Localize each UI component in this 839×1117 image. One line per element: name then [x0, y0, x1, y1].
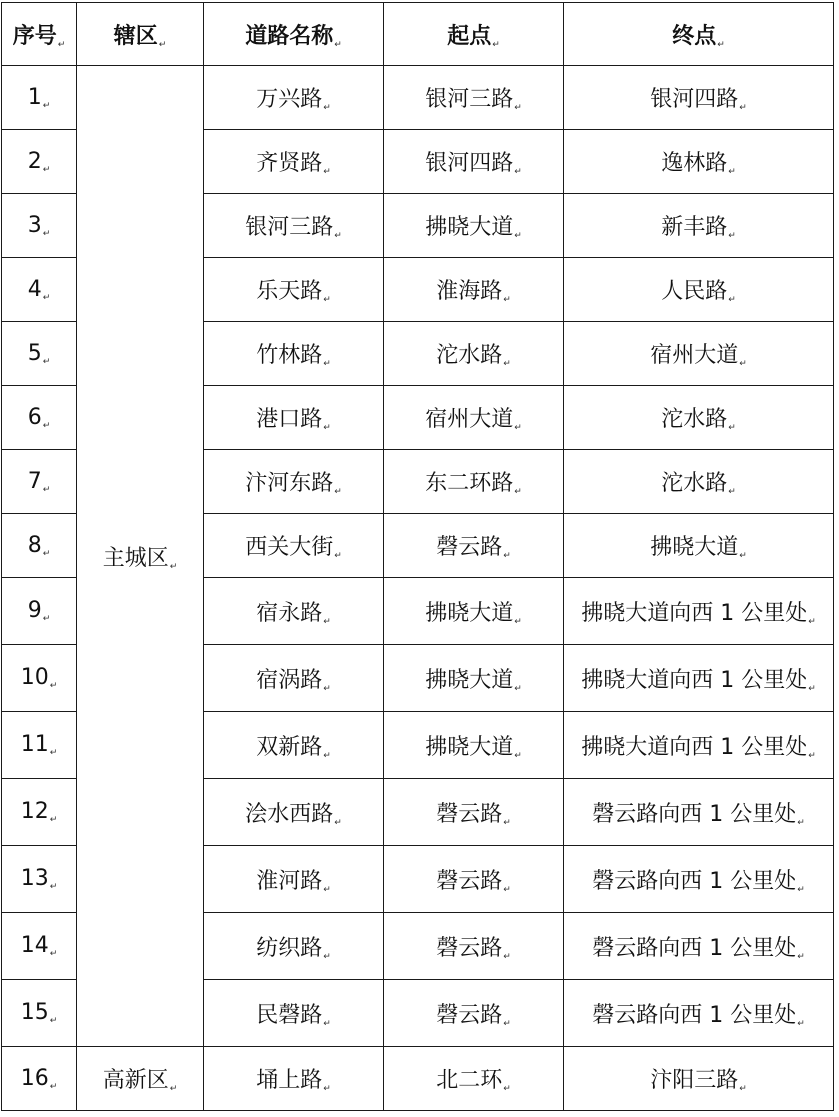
end-point-cell-text: 沱水路 [661, 471, 728, 496]
paragraph-mark-icon [323, 423, 331, 433]
row-index-cell [2, 578, 77, 645]
paragraph-mark-icon [503, 551, 511, 561]
road-name-cell-text: 埇上路 [256, 1068, 323, 1093]
row-index-cell [2, 1047, 77, 1111]
end-point-cell [564, 1047, 834, 1111]
paragraph-mark-icon [514, 423, 522, 433]
row-index-cell [2, 913, 77, 980]
paragraph-mark-icon [323, 295, 331, 305]
road-name-cell [204, 258, 384, 322]
row-index-cell-text: 4 [27, 276, 42, 302]
paragraph-mark-icon [43, 614, 51, 624]
road-name-cell [204, 386, 384, 450]
paragraph-mark-icon [58, 40, 66, 50]
paragraph-mark-icon [50, 949, 58, 959]
road-name-cell-text: 银河三路 [245, 215, 334, 240]
paragraph-mark-icon [717, 40, 725, 50]
paragraph-mark-icon [808, 617, 816, 627]
paragraph-mark-icon [503, 1019, 511, 1029]
start-point-cell [384, 712, 564, 779]
row-index-cell-text: 8 [27, 532, 42, 558]
road-name-cell-text: 双新路 [256, 734, 323, 760]
road-name-cell [204, 322, 384, 386]
paragraph-mark-icon [43, 549, 51, 559]
start-point-cell-text: 拂晓大道 [425, 734, 514, 760]
road-name-cell-text: 纺织路 [256, 935, 323, 961]
start-point-cell [384, 66, 564, 130]
end-point-cell [564, 386, 834, 450]
end-point-cell-text: 磬云路向西 1 公里处 [592, 935, 797, 961]
road-name-cell-text: 宿永路 [256, 600, 323, 626]
start-point-cell [384, 980, 564, 1047]
paragraph-mark-icon [323, 1019, 331, 1029]
end-point-cell [564, 913, 834, 980]
end-point-cell [564, 712, 834, 779]
row-index-cell [2, 130, 77, 194]
road-name-cell [204, 66, 384, 130]
end-point-cell-text: 新丰路 [661, 215, 728, 240]
start-point-cell [384, 194, 564, 258]
end-point-cell [564, 258, 834, 322]
paragraph-mark-icon [159, 40, 167, 50]
table-row [2, 1047, 834, 1111]
end-point-cell-text: 银河四路 [650, 87, 739, 112]
end-point-cell-text: 拂晓大道向西 1 公里处 [581, 667, 808, 693]
end-point-cell-text: 逸林路 [661, 151, 728, 176]
start-point-cell-text: 磬云路 [436, 801, 503, 827]
paragraph-mark-icon [728, 487, 736, 497]
road-name-cell-text: 乐天路 [256, 279, 323, 304]
road-name-cell [204, 645, 384, 712]
paragraph-mark-icon [503, 885, 511, 895]
header-end [564, 3, 834, 66]
paragraph-mark-icon [43, 485, 51, 495]
row-index-cell [2, 194, 77, 258]
start-point-cell [384, 1047, 564, 1111]
row-index-cell [2, 514, 77, 578]
end-point-cell-text: 拂晓大道向西 1 公里处 [581, 600, 808, 626]
end-point-cell [564, 66, 834, 130]
road-name-cell-text: 民磬路 [256, 1002, 323, 1028]
paragraph-mark-icon [334, 551, 342, 561]
start-point-cell-text: 银河三路 [425, 87, 514, 112]
end-point-cell-text: 磬云路向西 1 公里处 [592, 868, 797, 894]
paragraph-mark-icon [728, 295, 736, 305]
paragraph-mark-icon [170, 1084, 178, 1094]
road-name-cell-text: 竹林路 [256, 343, 323, 368]
road-name-cell [204, 514, 384, 578]
paragraph-mark-icon [514, 231, 522, 241]
road-name-cell [204, 712, 384, 779]
district-cell-main-text: 主城区 [102, 545, 169, 571]
row-index-cell [2, 66, 77, 130]
start-point-cell-text: 磬云路 [436, 535, 503, 560]
end-point-cell [564, 980, 834, 1047]
road-name-cell-text: 宿涡路 [256, 667, 323, 693]
paragraph-mark-icon [739, 359, 747, 369]
start-point-cell-text: 东二环路 [425, 471, 514, 496]
start-point-cell-text: 拂晓大道 [425, 600, 514, 626]
road-name-cell [204, 846, 384, 913]
start-point-cell-text: 拂晓大道 [425, 667, 514, 693]
paragraph-mark-icon [50, 815, 58, 825]
row-index-cell [2, 712, 77, 779]
header-row [2, 3, 834, 66]
paragraph-mark-icon [334, 487, 342, 497]
paragraph-mark-icon [797, 1019, 805, 1029]
start-point-cell [384, 578, 564, 645]
paragraph-mark-icon [503, 818, 511, 828]
row-index-cell-text: 6 [27, 404, 42, 430]
row-index-cell-text: 10 [20, 665, 49, 690]
district-cell-main [77, 66, 204, 1047]
header-index [2, 3, 77, 66]
paragraph-mark-icon [323, 885, 331, 895]
start-point-cell-text: 磬云路 [436, 868, 503, 894]
road-name-cell-text: 西关大街 [245, 535, 334, 560]
row-index-cell-text: 2 [27, 148, 42, 174]
paragraph-mark-icon [797, 818, 805, 828]
end-point-cell-text: 宿州大道 [650, 343, 739, 368]
end-point-cell [564, 578, 834, 645]
row-index-cell [2, 386, 77, 450]
row-index-cell [2, 322, 77, 386]
start-point-cell [384, 846, 564, 913]
paragraph-mark-icon [43, 101, 51, 111]
paragraph-mark-icon [728, 231, 736, 241]
row-index-cell-text: 14 [20, 933, 49, 958]
paragraph-mark-icon [808, 684, 816, 694]
end-point-cell [564, 194, 834, 258]
start-point-cell [384, 514, 564, 578]
paragraph-mark-icon [334, 40, 342, 50]
road-name-cell [204, 980, 384, 1047]
paragraph-mark-icon [50, 748, 58, 758]
row-index-cell-text: 16 [20, 1065, 49, 1091]
row-index-cell [2, 258, 77, 322]
end-point-cell-text: 磬云路向西 1 公里处 [592, 1002, 797, 1028]
paragraph-mark-icon [43, 229, 51, 239]
end-point-cell-text: 拂晓大道向西 1 公里处 [581, 734, 808, 760]
paragraph-mark-icon [514, 487, 522, 497]
road-name-cell [204, 913, 384, 980]
row-index-cell-text: 7 [27, 468, 42, 494]
paragraph-mark-icon [514, 167, 522, 177]
road-table [1, 2, 834, 1111]
paragraph-mark-icon [323, 617, 331, 627]
road-name-cell [204, 578, 384, 645]
road-name-cell-text: 淮河路 [256, 868, 323, 894]
paragraph-mark-icon [808, 751, 816, 761]
road-name-cell-text: 汴河东路 [245, 471, 334, 496]
end-point-cell [564, 846, 834, 913]
paragraph-mark-icon [170, 562, 178, 572]
end-point-cell-text: 人民路 [661, 279, 728, 304]
start-point-cell-text: 拂晓大道 [425, 215, 514, 240]
start-point-cell [384, 322, 564, 386]
header-road-name-label: 道路名称 [245, 23, 334, 49]
paragraph-mark-icon [739, 103, 747, 113]
header-end-label: 终点 [672, 23, 717, 49]
end-point-cell-text: 拂晓大道 [650, 535, 739, 560]
road-name-cell [204, 779, 384, 846]
header-index-label: 序号 [12, 23, 57, 49]
row-index-cell-text: 12 [20, 799, 49, 824]
district-cell-hitech [77, 1047, 204, 1111]
paragraph-mark-icon [739, 551, 747, 561]
start-point-cell-text: 磬云路 [436, 1002, 503, 1028]
row-index-cell [2, 980, 77, 1047]
paragraph-mark-icon [503, 295, 511, 305]
start-point-cell [384, 913, 564, 980]
row-index-cell-text: 13 [20, 866, 49, 891]
row-index-cell-text: 9 [27, 598, 42, 623]
table-row [2, 66, 834, 130]
row-index-cell-text: 15 [20, 1000, 49, 1025]
paragraph-mark-icon [739, 1084, 747, 1094]
row-index-cell [2, 779, 77, 846]
road-name-cell-text: 齐贤路 [256, 151, 323, 176]
paragraph-mark-icon [323, 751, 331, 761]
start-point-cell-text: 银河四路 [425, 151, 514, 176]
end-point-cell-text: 汴阳三路 [650, 1068, 739, 1093]
header-district [77, 3, 204, 66]
row-index-cell [2, 846, 77, 913]
paragraph-mark-icon [503, 1084, 511, 1094]
header-start-label: 起点 [447, 23, 492, 49]
paragraph-mark-icon [797, 885, 805, 895]
end-point-cell [564, 322, 834, 386]
end-point-cell-text: 沱水路 [661, 407, 728, 432]
end-point-cell [564, 450, 834, 514]
paragraph-mark-icon [50, 1082, 58, 1092]
paragraph-mark-icon [50, 1016, 58, 1026]
road-name-cell [204, 130, 384, 194]
paragraph-mark-icon [43, 421, 51, 431]
table-body [2, 66, 834, 1111]
start-point-cell [384, 645, 564, 712]
road-name-cell [204, 1047, 384, 1111]
end-point-cell [564, 130, 834, 194]
paragraph-mark-icon [334, 231, 342, 241]
paragraph-mark-icon [514, 617, 522, 627]
paragraph-mark-icon [323, 167, 331, 177]
start-point-cell-text: 宿州大道 [425, 407, 514, 432]
paragraph-mark-icon [514, 684, 522, 694]
header-road-name [204, 3, 384, 66]
start-point-cell-text: 沱水路 [436, 343, 503, 368]
paragraph-mark-icon [43, 293, 51, 303]
paragraph-mark-icon [728, 423, 736, 433]
paragraph-mark-icon [43, 357, 51, 367]
row-index-cell-text: 1 [27, 84, 42, 110]
end-point-cell [564, 645, 834, 712]
paragraph-mark-icon [323, 1084, 331, 1094]
header-start [384, 3, 564, 66]
paragraph-mark-icon [492, 40, 500, 50]
row-index-cell [2, 450, 77, 514]
header-district-label: 辖区 [113, 23, 158, 49]
paragraph-mark-icon [514, 751, 522, 761]
start-point-cell-text: 磬云路 [436, 935, 503, 961]
road-name-cell-text: 浍水西路 [245, 801, 334, 827]
row-index-cell-text: 5 [27, 340, 42, 366]
paragraph-mark-icon [728, 167, 736, 177]
district-cell-hitech-text: 高新区 [102, 1068, 169, 1093]
paragraph-mark-icon [323, 684, 331, 694]
paragraph-mark-icon [503, 359, 511, 369]
paragraph-mark-icon [514, 103, 522, 113]
row-index-cell-text: 11 [20, 732, 49, 757]
end-point-cell [564, 514, 834, 578]
start-point-cell-text: 淮海路 [436, 279, 503, 304]
paragraph-mark-icon [43, 165, 51, 175]
paragraph-mark-icon [334, 818, 342, 828]
start-point-cell [384, 258, 564, 322]
start-point-cell [384, 386, 564, 450]
start-point-cell-text: 北二环 [436, 1068, 503, 1093]
row-index-cell-text: 3 [27, 212, 42, 238]
road-name-cell [204, 194, 384, 258]
paragraph-mark-icon [323, 952, 331, 962]
row-index-cell [2, 645, 77, 712]
start-point-cell [384, 450, 564, 514]
paragraph-mark-icon [323, 359, 331, 369]
start-point-cell [384, 130, 564, 194]
paragraph-mark-icon [50, 681, 58, 691]
road-name-cell-text: 港口路 [256, 407, 323, 432]
start-point-cell [384, 779, 564, 846]
road-name-cell [204, 450, 384, 514]
end-point-cell-text: 磬云路向西 1 公里处 [592, 801, 797, 827]
road-name-cell-text: 万兴路 [256, 87, 323, 112]
paragraph-mark-icon [50, 882, 58, 892]
paragraph-mark-icon [797, 952, 805, 962]
paragraph-mark-icon [323, 103, 331, 113]
end-point-cell [564, 779, 834, 846]
paragraph-mark-icon [503, 952, 511, 962]
